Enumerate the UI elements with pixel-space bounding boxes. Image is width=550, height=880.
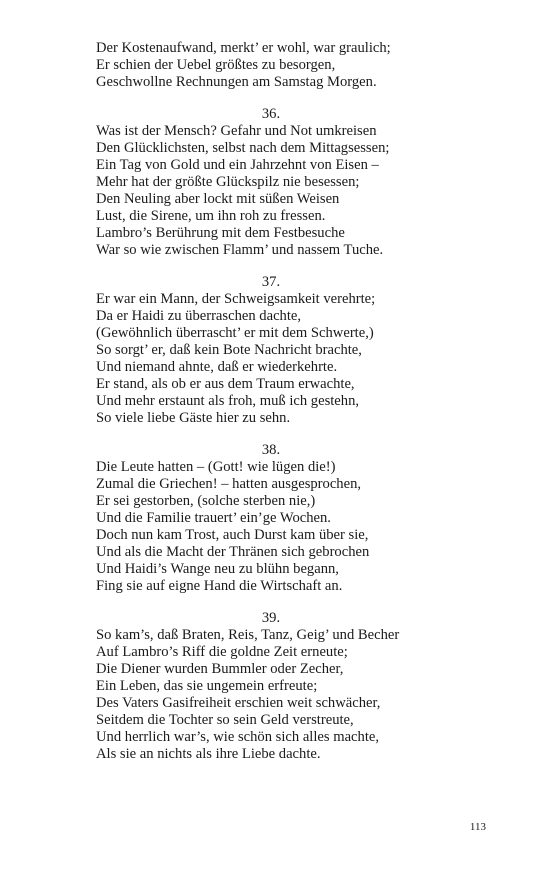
- stanza-number: 38.: [261, 442, 281, 458]
- stanza-39: [96, 610, 456, 763]
- verse-line: Und als die Macht der Thränen sich gebrochen: [96, 544, 370, 560]
- stanza-36: [96, 106, 456, 259]
- verse-line: Die Diener wurden Bummler oder Zecher,: [96, 661, 344, 677]
- verse-line: Lambro’s Berührung mit dem Festbesuche: [96, 225, 345, 241]
- verse-line: Seitdem die Tochter so sein Geld verstreute,: [96, 712, 354, 728]
- verse-line: So viele liebe Gäste hier zu sehn.: [96, 410, 291, 426]
- verse-line: Doch nun kam Trost, auch Durst kam über sie,: [96, 527, 369, 543]
- verse-line: Ein Tag von Gold und ein Jahrzehnt von Eisen –: [96, 157, 379, 173]
- stanza-number: 39.: [261, 610, 281, 626]
- verse-line: Er war ein Mann, der Schweigsamkeit verehrte;: [96, 291, 376, 307]
- verse-line: Was ist der Mensch? Gefahr und Not umkreisen: [96, 123, 377, 139]
- verse-line: Des Vaters Gasifreiheit erschien weit schwächer,: [96, 695, 381, 711]
- verse-line: War so wie zwischen Flamm’ und nassem Tuche.: [96, 242, 384, 258]
- verse-line: Ein Leben, das sie ungemein erfreute;: [96, 678, 318, 694]
- verse-line: Da er Haidi zu überraschen dachte,: [96, 308, 302, 324]
- poem-text: [96, 40, 456, 763]
- verse-line: Lust, die Sirene, um ihn roh zu fressen.: [96, 208, 326, 224]
- stanza-38: [96, 442, 456, 595]
- verse-line: (Gewöhnlich überrascht’ er mit dem Schwerte,): [96, 325, 374, 341]
- verse-line: Er stand, als ob er aus dem Traum erwachte,: [96, 376, 355, 392]
- verse-line: Er schien der Uebel größtes zu besorgen,: [96, 57, 336, 73]
- stanza-number: 36.: [261, 106, 281, 122]
- verse-line: Und niemand ahnte, daß er wiederkehrte.: [96, 359, 338, 375]
- verse-line: Mehr hat der größte Glückspilz nie besessen;: [96, 174, 360, 190]
- verse-line: Den Glücklichsten, selbst nach dem Mittagsessen;: [96, 140, 390, 156]
- verse-line: Zumal die Griechen! – hatten ausgesprochen,: [96, 476, 362, 492]
- verse-line: So sorgt’ er, daß kein Bote Nachricht brachte,: [96, 342, 362, 358]
- verse-line: Fing sie auf eigne Hand die Wirtschaft an.: [96, 578, 343, 594]
- verse-line: Und mehr erstaunt als froh, muß ich gestehn,: [96, 393, 360, 409]
- verse-line: Geschwollne Rechnungen am Samstag Morgen.: [96, 74, 377, 90]
- opening-lines: [96, 40, 456, 91]
- verse-line: So kam’s, daß Braten, Reis, Tanz, Geig’ und Becher: [96, 627, 400, 643]
- verse-line: Und herrlich war’s, wie schön sich alles machte,: [96, 729, 380, 745]
- verse-line: Und Haidi’s Wange neu zu blühn begann,: [96, 561, 339, 577]
- stanza-37: [96, 274, 456, 427]
- verse-line: Er sei gestorben, (solche sterben nie,): [96, 493, 316, 509]
- verse-line: Die Leute hatten – (Gott! wie lügen die!): [96, 459, 336, 475]
- verse-line: Der Kostenaufwand, merkt’ er wohl, war graulich;: [96, 40, 391, 56]
- verse-line: Den Neuling aber lockt mit süßen Weisen: [96, 191, 340, 207]
- verse-line: Und die Familie trauert’ ein’ge Wochen.: [96, 510, 331, 526]
- verse-line: Auf Lambro’s Riff die goldne Zeit erneute;: [96, 644, 348, 660]
- stanza-number: 37.: [261, 274, 281, 290]
- page-number: 113: [469, 821, 486, 833]
- verse-line: Als sie an nichts als ihre Liebe dachte.: [96, 746, 321, 762]
